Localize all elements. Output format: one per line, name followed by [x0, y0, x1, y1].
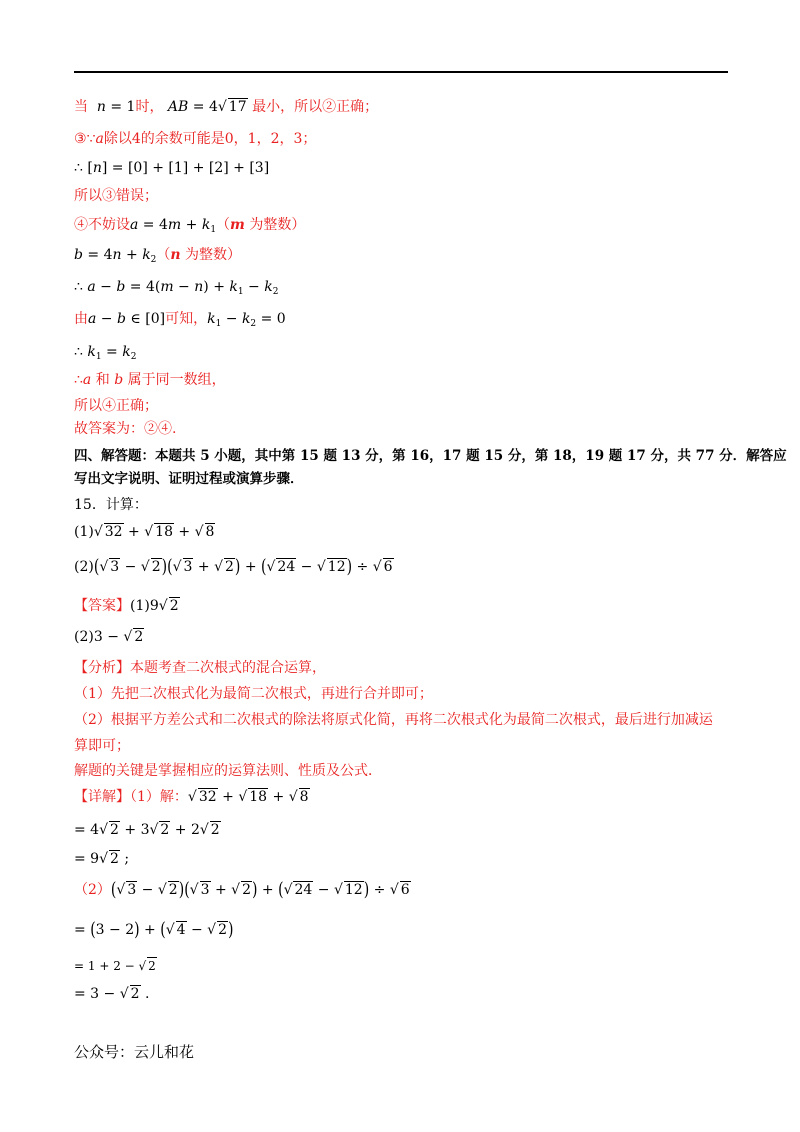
text: 的余数可能是: [140, 131, 225, 147]
line-4-correct: 所以④正确；: [74, 398, 158, 414]
solution-part-2: （2）(√ 3 − √ 2)(√ 3 + √ 2) + (√ 24 − √ 12) ÷ √ 6: [74, 879, 410, 901]
analysis-step-2b: 算即可；: [74, 738, 130, 754]
analysis-step-1: （1）先把二次根式化为最简二次根式，再进行合并即可；: [74, 686, 433, 702]
text: （: [156, 247, 171, 263]
solution-part-1: 【详解】（1）解：√ 32 + √ 18 + √ 8: [74, 789, 309, 805]
text: 当: [74, 99, 88, 115]
footer-wechat: 公众号：云儿和花: [74, 1043, 195, 1061]
text: （2）: [74, 882, 111, 898]
text: 本题考查二次根式的混合运算，: [130, 660, 326, 676]
text: ③: [74, 131, 87, 147]
text: ④不妨设: [74, 217, 130, 233]
text: 时，: [135, 99, 164, 115]
analysis-step-2a: （2）根据平方差公式和二次根式的除法将原式化简，再将二次根式化为最简二次根式，最后进行加减运: [74, 712, 713, 728]
formula-a-minus-b: ∴ $a - b = 4(m - n) + k_1 - k_2$: [74, 279, 279, 297]
formula-k1-equals-k2: ∴ $k_1 = k_2$: [74, 344, 137, 362]
answer-tag: 【答案】: [74, 598, 130, 614]
line-same-group: ∴a 和 b 属于同一数组，: [74, 372, 226, 388]
line-answer: 故答案为：②④.: [74, 421, 177, 437]
solution-step-4: = 1 + 2 − √ 2: [74, 959, 156, 973]
section-4-header-1: 四、解答题：本题共 5 小题，其中第 15 题 13 分，第 16，17 题 15 分，第 18，19 题 17 分，共 77 分．解答应: [74, 448, 787, 464]
text: 最小，所以②正确；: [252, 99, 379, 115]
text: 为整数）: [185, 247, 242, 263]
analysis-tag: 【分析】: [74, 660, 130, 676]
text: 由: [74, 311, 88, 327]
text: 为整数）: [249, 217, 306, 233]
solution-step-3: = (3 − 2) + (√ 4 − √ 2): [74, 919, 234, 941]
formula-n-union: ∴ [n] = [0] + [1] + [2] + [3]: [74, 160, 270, 176]
text: 除以: [103, 131, 132, 147]
solution-step-2: = 9√ 2 ;: [74, 851, 130, 867]
question-15-part-2: (2)(√ 3 − √ 2)(√ 3 + √ 2) + (√ 24 − √ 12) ÷ √ 6: [74, 556, 393, 578]
line-n-equals-1: 当 n = 1时， AB = 4√ 17 最小，所以②正确；: [74, 99, 379, 115]
top-rule: [74, 71, 728, 73]
solution-tag: 【详解】: [74, 789, 130, 805]
text: (2): [74, 559, 94, 575]
line-assume-a: ④不妨设$a = 4m + k_1(m$ 为整数）: [74, 217, 306, 235]
line-from-membership: 由a − b ∈ [0]可知，$k_1 - k_2 = 0$: [74, 311, 286, 329]
answer-part-2: (2)3 − √ 2: [74, 629, 144, 645]
question-15-part-1: (1)√ 32 + √ 18 + √ 8: [74, 524, 215, 540]
answer-part-1: 【答案】(1)9√ 2: [74, 598, 179, 614]
text: （1）解：: [130, 789, 188, 805]
analysis-intro: [74, 658, 326, 678]
text: 和: [95, 372, 110, 388]
text: 4: [131, 131, 141, 147]
line-assume-b: $b = 4n + k_2(n$ 为整数）: [74, 247, 242, 265]
question-15: 15．计算：: [74, 497, 148, 513]
solution-step-1: = 4√ 2 + 3√ 2 + 2√ 2: [74, 822, 220, 838]
text: （: [216, 217, 231, 233]
section-4-header-2: 写出文字说明、证明过程或演算步骤．: [74, 471, 304, 487]
text: 可知，: [165, 311, 208, 327]
text: (1): [130, 598, 150, 614]
line-3-wrong: 所以③错误；: [74, 188, 158, 204]
analysis-key: 解题的关键是掌握相应的运算法则、性质及公式．: [74, 763, 382, 779]
text: (1): [74, 524, 94, 540]
text: 0，1，2，3；: [224, 131, 317, 147]
line-remainder: ③∵a除以4的余数可能是0，1，2，3；: [74, 131, 317, 147]
solution-step-5: = 3 − √ 2 .: [74, 986, 150, 1002]
text: 属于同一数组，: [127, 372, 226, 388]
text: (2): [74, 629, 94, 645]
